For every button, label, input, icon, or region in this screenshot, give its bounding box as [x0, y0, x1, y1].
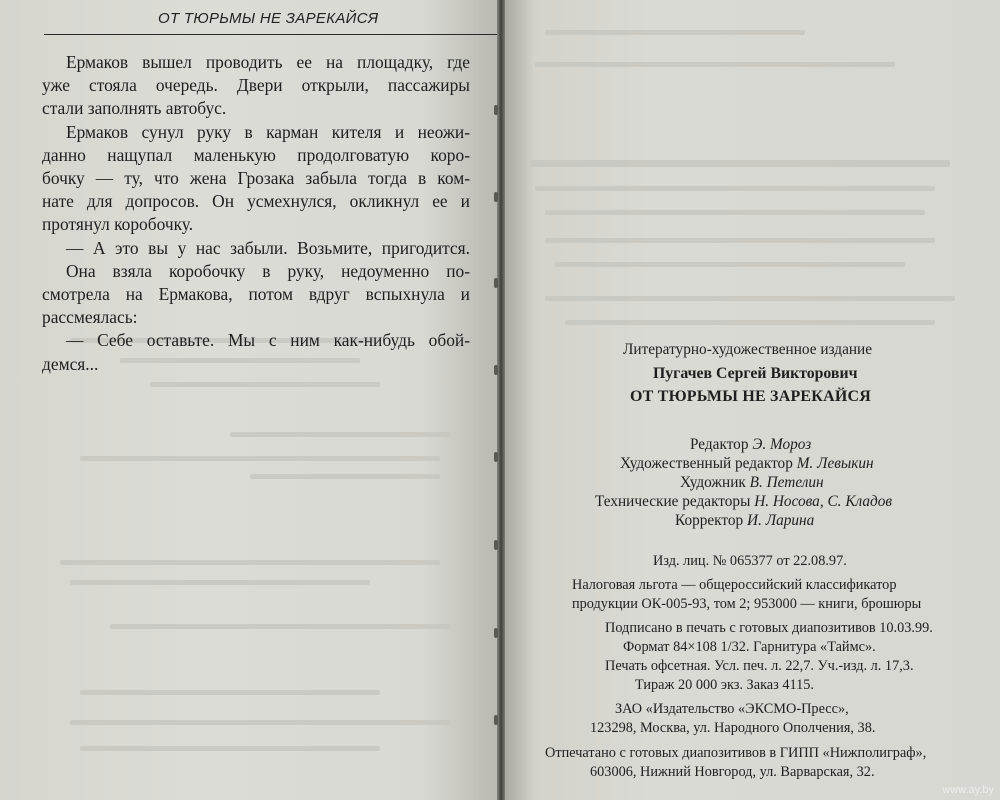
credit-role: Корректор	[675, 512, 744, 529]
credit-tech-editors	[595, 493, 892, 511]
credit-name: М. Левыкин	[796, 455, 874, 472]
edition-type: Литературно-художественное издание	[623, 341, 873, 358]
text-line: Она взяла коробочку в руку, недоуменно по-	[66, 260, 470, 281]
printer-line: 603006, Нижний Новгород, ул. Варварская, 32.	[590, 764, 875, 780]
publisher-line: 123298, Москва, ул. Народного Ополчения, 38.	[590, 720, 876, 736]
text-line: протянул коробочку.	[42, 214, 194, 235]
stitch	[494, 452, 498, 462]
tax-line: продукции ОК-005-93, том 2; 953000 — книги, брошюры	[572, 596, 922, 612]
stitch	[494, 278, 498, 288]
author-name: Пугачев Сергей Викторович	[653, 365, 858, 382]
book-title: ОТ ТЮРЬМЫ НЕ ЗАРЕКАЙСЯ	[630, 388, 872, 405]
text-line: смотрела на Ермакова, потом вдруг вспыхнула и	[42, 284, 470, 305]
credit-artist	[680, 474, 824, 492]
credit-role: Художественный редактор	[620, 455, 793, 472]
text-line: данно нащупал маленькую продолговатую коро-	[42, 144, 470, 165]
print-info-line: Тираж 20 000 экз. Заказ 4115.	[635, 677, 814, 693]
text-line: бочку — ту, что жена Грозака забыла тогда в ком-	[42, 168, 470, 189]
credit-role: Художник	[680, 474, 746, 491]
watermark-text: www.ay.by	[942, 784, 994, 796]
credit-role: Технические редакторы	[595, 493, 751, 510]
credit-editor	[690, 436, 811, 454]
text-line: рассмеялась:	[42, 307, 138, 328]
credit-name: И. Ларина	[747, 512, 815, 529]
stitch	[494, 628, 498, 638]
text-line: Ермаков сунул руку в карман кителя и неожи-	[66, 121, 470, 142]
text-line: стали заполнять автобус.	[42, 98, 227, 119]
credit-name: Э. Мороз	[752, 436, 812, 453]
book-spine	[497, 0, 505, 800]
colophon	[505, 0, 1000, 800]
text-line: — А это вы у нас забыли. Возьмите, пригодится.	[66, 237, 470, 258]
credit-name: Н. Носова, С. Кладов	[754, 493, 893, 510]
stitch	[494, 715, 498, 725]
printer-line: Отпечатано с готовых диапозитивов в ГИПП «Нижполиграф»,	[545, 745, 927, 761]
credit-role: Редактор	[690, 436, 749, 453]
stitch	[494, 540, 498, 550]
text-line: демся...	[42, 353, 99, 374]
publisher-line: ЗАО «Издательство «ЭКСМО-Пресс»,	[615, 701, 849, 717]
credit-art-editor	[620, 455, 874, 473]
running-head: ОТ ТЮРЬМЫ НЕ ЗАРЕКАЙСЯ	[158, 10, 379, 27]
stitch	[494, 105, 498, 115]
text-line: — Себе оставьте. Мы с ним как-нибудь обой-	[66, 330, 470, 351]
story-text	[42, 51, 470, 376]
header-rule	[44, 34, 498, 35]
print-info-line: Подписано в печать с готовых диапозитивов 10.03.99.	[605, 620, 933, 636]
credit-name: В. Петелин	[749, 474, 824, 491]
stitch	[494, 365, 498, 375]
license-number: Изд. лиц. № 065377 от 22.08.97.	[653, 553, 847, 569]
stitch	[494, 192, 498, 202]
tax-line: Налоговая льгота — общероссийский классификатор	[572, 577, 897, 593]
text-line: уже стояла очередь. Двери открыли, пассажиры	[42, 75, 470, 96]
print-info-line: Формат 84×108 1/32. Гарнитура «Таймс».	[623, 639, 876, 655]
text-line: Ермаков вышел проводить ее на площадку, где	[66, 52, 470, 72]
credit-proofreader	[675, 512, 814, 530]
print-info-line: Печать офсетная. Усл. печ. л. 22,7. Уч.-изд. л. 17,3.	[605, 658, 914, 674]
text-line: нате для допросов. Он усмехнулся, окликнул ее и	[42, 191, 470, 212]
